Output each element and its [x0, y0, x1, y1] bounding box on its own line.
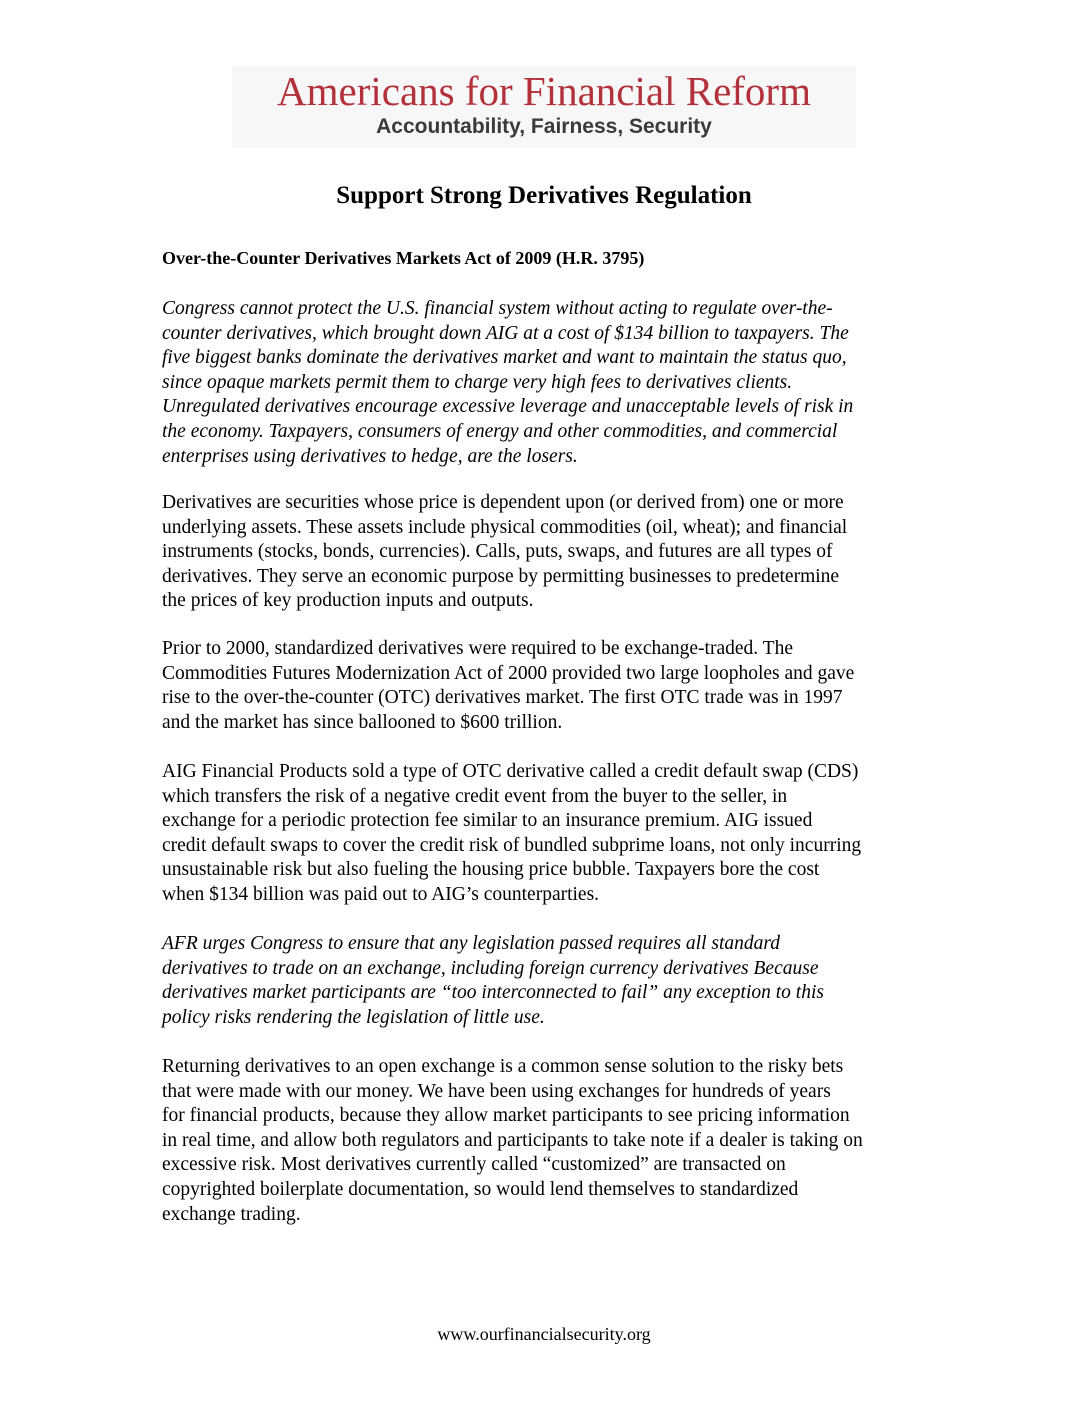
- paragraph-line: in real time, and allow both regulators and participants to take note if a dealer is taking on: [162, 1129, 863, 1151]
- document-subtitle: Over-the-Counter Derivatives Markets Act of 2009 (H.R. 3795): [162, 248, 645, 268]
- paragraph-line: for financial products, because they allow market participants to see pricing information: [162, 1105, 850, 1127]
- paragraph-line: enterprises using derivatives to hedge, are the losers.: [162, 445, 578, 467]
- paragraph-line: when $134 billion was paid out to AIG’s counterparties.: [162, 883, 600, 905]
- paragraph-line: Returning derivatives to an open exchange is a common sense solution to the risky bets: [162, 1056, 844, 1077]
- paragraph-line: derivatives market participants are “too interconnected to fail” any exception to this: [162, 982, 824, 1004]
- organization-logo: [232, 66, 856, 148]
- paragraph-line: derivatives to trade on an exchange, including foreign currency derivatives Because: [162, 957, 819, 979]
- paragraph-line: rise to the over-the-counter (OTC) derivatives market. The first OTC trade was in 1997: [162, 687, 843, 709]
- paragraph-line: the prices of key production inputs and outputs.: [162, 590, 534, 612]
- paragraph-exchange: [162, 1055, 863, 1227]
- paragraph-aig: [162, 760, 861, 908]
- paragraph-line: excessive risk. Most derivatives currently called “customized” are transacted on: [162, 1154, 786, 1176]
- paragraph-line: five biggest banks dominate the derivatives market and want to maintain the status quo,: [162, 347, 847, 369]
- paragraph-line: Prior to 2000, standardized derivatives were required to be exchange-traded. The: [162, 638, 793, 659]
- paragraph-intro: [162, 297, 853, 469]
- paragraph-line: derivatives. They serve an economic purpose by permitting businesses to predetermine: [162, 565, 840, 587]
- paragraph-line: Unregulated derivatives encourage excessive leverage and unacceptable levels of risk in: [162, 396, 854, 418]
- paragraph-line: since opaque markets permit them to charge very high fees to derivatives clients.: [162, 371, 793, 393]
- paragraph-afr-urges: [162, 932, 824, 1030]
- paragraph-line: copyrighted boilerplate documentation, so would lend themselves to standardized: [162, 1178, 799, 1200]
- paragraph-line: policy risks rendering the legislation of little use.: [162, 1006, 545, 1028]
- paragraph-line: exchange trading.: [162, 1203, 301, 1225]
- paragraph-line: the economy. Taxpayers, consumers of energy and other commodities, and commercial: [162, 420, 838, 442]
- paragraph-line: instruments (stocks, bonds, currencies). Calls, puts, swaps, and futures are all types of: [162, 541, 833, 563]
- paragraph-line: which transfers the risk of a negative credit event from the buyer to the seller, in: [162, 785, 788, 807]
- paragraph-line: counter derivatives, which brought down AIG at a cost of $134 billion to taxpayers. The: [162, 322, 849, 344]
- organization-name: Americans for Financial Reform: [277, 68, 811, 114]
- paragraph-line: exchange for a periodic protection fee similar to an insurance premium. AIG issued: [162, 810, 813, 832]
- paragraph-line: and the market has since ballooned to $600 trillion.: [162, 711, 563, 733]
- footer-url: www.ourfinancialsecurity.org: [437, 1324, 651, 1344]
- paragraph-line: unsustainable risk but also fueling the housing price bubble. Taxpayers bore the cost: [162, 859, 820, 881]
- paragraph-line: that were made with our money. We have been using exchanges for hundreds of years: [162, 1080, 831, 1102]
- paragraph-line: credit default swaps to cover the credit risk of bundled subprime loans, not only incurring: [162, 834, 862, 856]
- paragraph-line: AFR urges Congress to ensure that any legislation passed requires all standard: [162, 933, 781, 954]
- paragraph-line: Commodities Futures Modernization Act of 2000 provided two large loopholes and gave: [162, 662, 855, 684]
- paragraph-line: underlying assets. These assets include physical commodities (oil, wheat); and financial: [162, 516, 848, 538]
- paragraph-line: Congress cannot protect the U.S. financial system without acting to regulate over-the-: [162, 298, 833, 319]
- document-title: Support Strong Derivatives Regulation: [336, 182, 752, 209]
- paragraph-definition: [162, 491, 847, 614]
- organization-tagline: Accountability, Fairness, Security: [376, 115, 712, 138]
- paragraph-line: AIG Financial Products sold a type of OTC derivative called a credit default swap (CDS): [162, 761, 859, 782]
- paragraph-history: [162, 637, 854, 735]
- paragraph-line: Derivatives are securities whose price is dependent upon (or derived from) one or more: [162, 492, 844, 513]
